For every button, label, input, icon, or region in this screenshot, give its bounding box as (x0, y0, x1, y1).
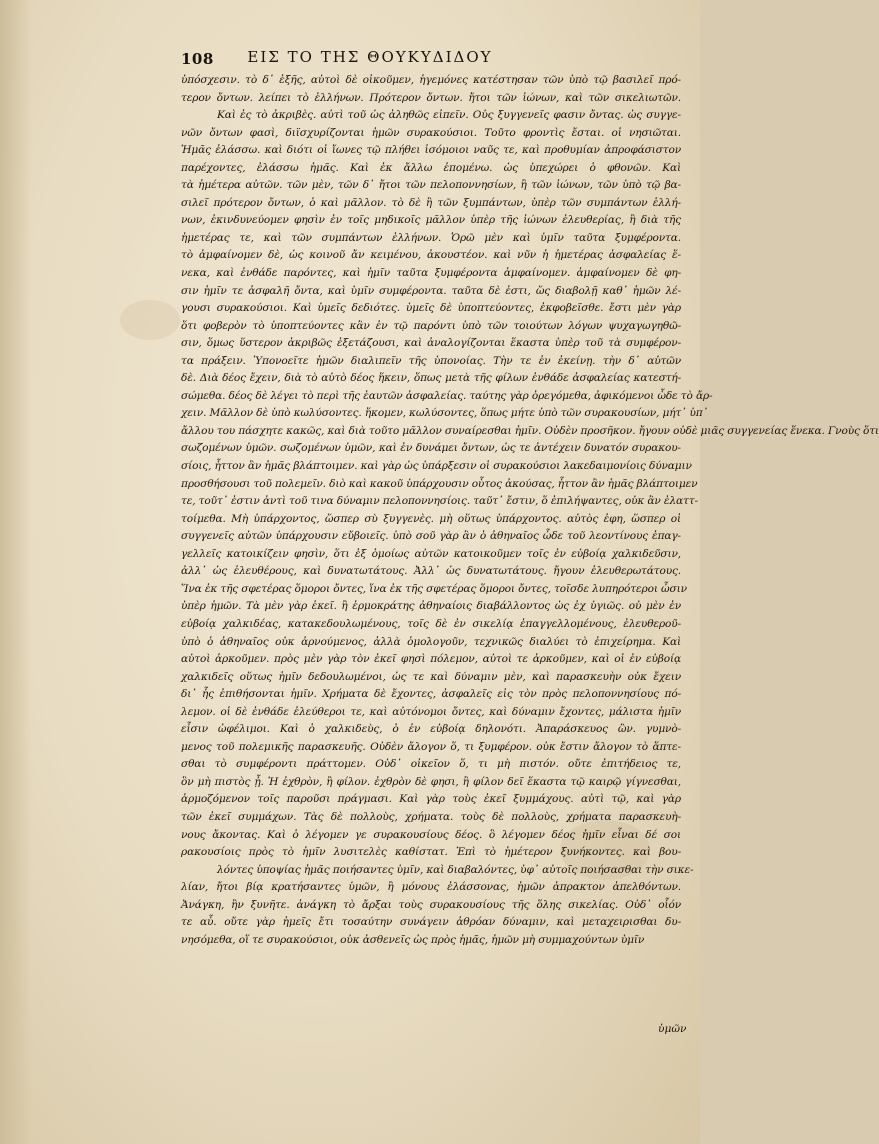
text-line: σώμεθα. δέος δὲ λέγει τὸ περὶ τῆς ἑαυτῶν ἀσφαλείας. ταύτης γὰρ ὀρεγόμεθα, ἀφικόμενοι ὧδε τὸ ἄρ- (181, 389, 713, 402)
text-line: ἀλλ᾽ ὡς ἐλευθέρους, καὶ δυνατωτάτους. Ἀλλ᾽ ὡς δυνατωτάτους. ἤγουν ἐλευθερωτάτους. (181, 565, 681, 578)
page-gutter-shadow (0, 0, 32, 1144)
text-line: προσθήσουσι τοῦ πολεμεῖν. διὸ καὶ κακοῦ ὑπάρχουσιν οὗτος ἀκούσας, ἧττον ἂν ἡμᾶς βλάπτοιμεν (181, 477, 698, 490)
text-line: γελλεῖς κατοικίζειν φησὶν, ὅτι ἐξ ὁμοίως αὐτῶν κατοικοῦμεν τοῖς ἐν εὐβοίᾳ χαλκιδεῦσιν, (181, 547, 681, 560)
text-line: ρακουσίοις πρὸς τὸ ἡμῖν λυσιτελὲς καθίστατ. Ἐπὶ τὸ ἡμέτερον ξυνήκοντες. καὶ βου- (181, 846, 681, 859)
text-line: αὐτοὶ ἀρκοῦμεν. πρὸς μὲν γὰρ τὸν ἐκεῖ φησὶ πόλεμον, αὐτοὶ τε ἀρκοῦμεν, καὶ οἱ ἐν εὐβοίᾳ (181, 653, 681, 666)
text-line: τα πράξειν. Ὑπονοεῖτε ἡμῶν διαλιπεῖν τῆς ὑπονοίας. Τὴν τε ἐν ἐκείνῃ. τὴν δ᾽ αὐτῶν (181, 354, 681, 367)
text-line: σιλεῖ πρότερον ὄντων, ὁ καὶ μᾶλλον. τὸ δὲ ἢ τῶν ξυμπάντων, ὑπὲρ τῶν συμπάντων ἑλλή- (181, 196, 681, 209)
text-line: λίαν, ἤτοι βίᾳ κρατήσαντες ὑμῶν, ἢ μόνους ἐλάσσονας, ἡμῶν ἀπρακτον ἀπελθόντων. (181, 881, 681, 894)
text-line: λεμον. οἱ δὲ ἐνθάδε ἐλεύθεροι τε, καὶ αὐτόνομοι ὄντες, καὶ δύναμιν ἔχοντες, μάλιστα ἡμῖν (181, 705, 681, 718)
running-head: ΕΙΣ ΤΟ ΤΗΣ ΘΟΥΚΥΔΙΔΟΥ (247, 48, 493, 66)
text-line: νων, ἐκινδυνεύομεν φησὶν ἐν τοῖς μηδικοῖς μᾶλλον ὑπὲρ τῆς ἰώνων ἐλευθερίας, ἢ διὰ τῆς (181, 214, 681, 227)
text-line: Ἡμᾶς ἐλάσσω. καὶ διότι οἱ ἴωνες τῷ πλήθει ἰσόμοιοι ναῦς τε, καὶ προθυμίαν ἀπροφάσιστον (181, 144, 681, 157)
text-line: νεκα, καὶ ἐνθάδε παρόντες, καὶ ἡμῖν ταῦτα ξυμφέροντα ἀμφαίνομεν. ἀμφαίνομεν δὲ φη- (181, 267, 681, 280)
text-line: ὑπὲρ ἡμῶν. Τὰ μὲν γὰρ ἐκεῖ. ἢ ἑρμοκράτης ἀθηναίοις διαβάλλοντος ὡς ἐχ ὑγιῶς. οὐ μὲν ἐν (181, 600, 681, 613)
commentary-text-block (181, 72, 879, 949)
text-line: ἡμετέρας τε, καὶ τῶν συμπάντων ἑλλήνων. Ὁρῶ μὲν καὶ ὑμῖν ταῦτα ξυμφέροντα. (181, 231, 681, 244)
text-line: τερον ὄντων. λείπει τὸ ἑλλήνων. Πρότερον ὄντων. ἤτοι τῶν ἰώνων, καὶ τῶν σικελιωτῶν. (181, 91, 681, 104)
text-line: σίοις, ἧττον ἂν ἡμᾶς βλάπτοιμεν. καὶ γὰρ ὡς ὑπάρξεσιν οἱ συρακούσιοι λακεδαιμονίοις δύναμιν (181, 460, 692, 473)
text-line: εὐβοίᾳ χαλκιδέας, κατακεδουλωμένους, τοῖς δὲ ἐν σικελίᾳ ἐπαγγελλομένους, ἐλευθεροῦ- (181, 617, 681, 630)
text-line: τε αὖ. οὔτε γὰρ ἡμεῖς ἔτι τοσαύτην συνάγειν ἀθρόαν δύναμιν, καὶ μεταχειρισθαι δυ- (181, 916, 681, 929)
text-line: τε, τοῦτ᾽ ἐστιν ἀντὶ τοῦ τινα δύναμιν πελοποννησίοις. ταῦτ᾽ ἔστιν, ὅ ἐπιλήψαντες, οὐκ ἂν ἐλαττ- (181, 495, 698, 508)
text-line: δὲ. Διὰ δέος ἔχειν, διὰ τὸ αὐτὸ δέος ἥκειν, ὅπως μετὰ τῆς φίλων ἐνθάδε ἀσφαλείας κατεστή- (181, 372, 681, 385)
text-line: ὃν μὴ πιστὸς ᾖ. Ἡ ἐχθρὸν, ἢ φίλον. ἐχθρὸν δὲ φησι, ἢ φίλον δεῖ ἕκαστα τῷ καιρῷ γίγνεσθαι, (181, 775, 681, 788)
text-line: νῶν ὄντων φασὶ, διϊσχυρίζονται ἡμῶν συρακούσιοι. Τοῦτο φροντὶς ἔσται. οἱ νησιῶται. (181, 126, 681, 139)
page-number: 108 (181, 50, 214, 68)
text-line: λόντες ὑποψίας ἡμᾶς ποιήσαντες ὑμῖν, καὶ διαβαλόντες, ὑφ᾽ αὐτοῖς ποιήσασθαι τὴν σικε- (217, 863, 694, 876)
text-line: ὑπόσχεσιν. τὸ δ᾽ ἑξῆς, αὐτοὶ δὲ οἰκοῦμεν, ἡγεμόνες κατέστησαν τῶν ὑπὸ τῷ βασιλεῖ πρό- (181, 74, 681, 86)
text-line: ὑπὸ ὁ ἀθηναῖος οὐκ ἀρνούμενος, ἀλλὰ ὁμολογοῦν, τεχνικῶς διαλύει τὸ ἐπιχείρημα. Καὶ (181, 635, 681, 648)
text-line: παρέχοντες, ἐλάσσω ἡμᾶς. Καὶ ἐκ ἄλλω ἐπομένω. ὡς ὑπεχώρει ὁ φθονῶν. Καὶ (181, 161, 681, 174)
text-line: χαλκιδεῖς οὕτως ἡμῖν δεδουλωμένοι, ὡς τε καὶ δύναμιν μὲν, καὶ παρασκευὴν οὐκ ἔχειν (181, 670, 681, 683)
text-line: δι᾽ ἧς ἐπιθήσονται ἡμῖν. Χρήματα δὲ ἔχοντες, ἀσφαλεῖς εἰς τὸν πρὸς πελοποννησίους πό- (181, 688, 681, 701)
text-line: τῶν ἐκεῖ συμμάχων. Τὰς δὲ πολλοὺς, χρήματα. τοὺς δὲ πολλοὺς, χρήματα παρασκευὴ- (181, 810, 681, 823)
text-line: τοίμεθα. Μὴ ὑπάρχοντος, ὥσπερ σὺ ξυγγενὲς. μὴ οὕτως ὑπάρχοντος. αὐτὸς ἐφη, ὥσπερ οἱ (181, 512, 681, 525)
text-line: νους ἄκοντας. Καὶ ὁ λέγομεν γε συρακουσίους δέος. ὃ λέγομεν δέος ἡμῖν εἶναι δέ σοι (181, 828, 681, 841)
text-line: ὅτι φοβερὸν τὸ ὑποπτεύοντες κἂν ἐν τῷ παρόντι ὑπὸ τῶν τοιούτων λόγων ψυχαγωγηθῶ- (181, 319, 681, 332)
marginal-catchword: ὑμῶν (658, 1023, 687, 1035)
text-line: Ἀνάγκη, ἢν ξυνῆτε. ἀνάγκη τὸ ἄρξαι τοὺς συρακουσίους τῆς ὅλης σικελίας. Οὐδ᾽ οἷόν (181, 898, 681, 911)
text-line: χειν. Μᾶλλον δὲ ὑπὸ κωλύσοντες. ἥκομεν, κωλύσοντες, ὅπως μήτε ὑπὸ τῶν συρακουσίων, μήτ᾽ ὑπ᾽ (181, 407, 708, 420)
text-line: σιν, ὅμως ὕστερον ἀκριβῶς ἐξετάζουσι, καὶ ἀναλογίζονται ἕκαστα ὑπὲρ τοῦ τὰ συμφέρον- (181, 337, 681, 350)
text-line: σθαι τὸ συμφέροντι πράττομεν. Οὐδ᾽ οἰκεῖον ὅ, τι μὴ πιστόν. οὔτε ἐπιτήδειος τε, (181, 758, 681, 771)
text-line: σιν ἡμῖν τε ἀσφαλῆ ὄντα, καὶ ὑμῖν συμφέροντα. ταῦτα δὲ ἐστι, ὥς διαβολῇ καθ᾽ ἡμῶν λέ- (181, 284, 681, 297)
text-line: γουσι συρακούσιοι. Καὶ ὑμεῖς δεδιότες. ὑμεῖς δὲ ὑποπτεύοντες, ἐκφοβεῖσθε. ἔστι μὲν γὰρ (181, 302, 681, 315)
text-line: εἶσιν ὠφέλιμοι. Καὶ ὁ χαλκιδεὺς, ὁ ἐν εὐβοίᾳ δηλονότι. Ἀπαράσκευος ὢν. γυμνὸ- (181, 723, 681, 736)
text-line: νησόμεθα, οἵ τε συρακούσιοι, οὐκ ἀσθενεῖς ὡς πρὸς ἡμᾶς, ἡμῶν μὴ συμμαχούντων ὑμῖν (181, 933, 645, 946)
text-line: συγγενεῖς αὐτῶν ὑπάρχουσιν εὔβοιεῖς. ὑπὸ σοῦ γὰρ ἂν ὁ ἀθηναῖος ὧδε τοῦ λεοντίνους ἐπαγ- (181, 530, 681, 543)
paper-stain (120, 300, 180, 340)
text-line: Ἵνα ἐκ τῆς σφετέρας ὅμοροι ὄντες, ἵνα ἐκ τῆς σφετέρας ὅμοροι ὄντες, τοῖσδε λυπηρότεροι ὦσιν (181, 582, 687, 595)
text-line: Καὶ ἐς τὸ ἀκριβὲς. αὐτὶ τοῦ ὡς ἀληθῶς εἰπεῖν. Οὐς ξυγγενεῖς φασιν ὄντας. ὡς συγγε- (217, 109, 681, 122)
text-line: ἄλλου του πάσχητε κακῶς, καὶ διὰ τοῦτο μᾶλλον συναίρεσθαι ἡμῖν. Οὐδὲν προσῆκον. ἤγουν οὐδὲ μιᾶς συγγενείας ἕνεκα. Γνοὺς ὅτι (181, 424, 879, 437)
text-line: ἁρμοζόμενον τοῖς παροῦσι πράγμασι. Καὶ γὰρ τοὺς ἐκεῖ ξυμμάχους. αὐτὶ τῷ, καὶ γὰρ (181, 793, 681, 806)
text-line: σωζομένων ὑμῶν. σωζομένων ὑμῶν, καὶ ἐν δυνάμει ὄντων, ὡς τε ἀντέχειν δυνατόν συρακου- (181, 442, 681, 455)
text-line: τὰ ἡμέτερα αὐτῶν. τῶν μὲν, τῶν δ᾽ ἤτοι τῶν πελοποννησίων, ἢ τῶν ἰώνων, τῶν ὑπὸ τῷ βα- (181, 179, 681, 192)
text-line: τὸ ἀμφαίνομεν δὲ, ὡς κοινοῦ ἄν κειμένου, ἀκουστέον. καὶ νῦν ἡ ἡμετέρας ἀσφαλείας ἕ- (181, 249, 681, 262)
text-line: μενος τοῦ πολεμικῆς παρασκευῆς. Οὐδὲν ἄλογον ὅ, τι ξυμφέρον. οὐκ ἔστιν ἄλογον τὸ ἅπτε- (181, 740, 681, 753)
